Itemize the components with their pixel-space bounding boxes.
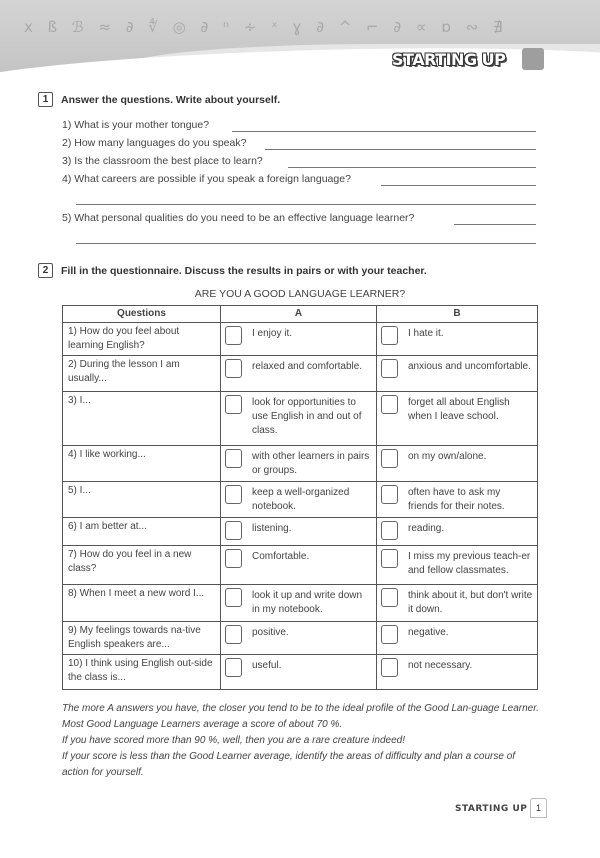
footer-section-label: STARTING UP <box>455 804 528 814</box>
answer-blank-5b[interactable] <box>76 243 536 244</box>
option-a-text: listening. <box>252 523 292 534</box>
checkbox-a-2[interactable] <box>225 359 242 378</box>
checkbox-b-2[interactable] <box>381 359 398 378</box>
decorative-symbols: x ß ℬ ≈ ∂ ∜ ◎ ∂ ⁿ ∻ ˣ ɣ ∂ ^ ⌐ ∂ ∝ ɒ ∾ ∄ <box>24 18 508 36</box>
scoring-note-line-3: If your score is less than the Good Learner average, identify the areas of difficulty and plan a course of action for yourself. <box>62 751 516 778</box>
checkbox-a-4[interactable] <box>225 449 242 468</box>
section-tab-marker <box>522 48 544 70</box>
checkbox-a-3[interactable] <box>225 395 242 414</box>
option-b-cell <box>377 518 538 546</box>
option-a-text: look it up and write down in my notebook. <box>252 590 363 615</box>
questionnaire-table <box>62 305 538 690</box>
question-cell: 6) I am better at... <box>63 518 221 546</box>
checkbox-b-10[interactable] <box>381 658 398 677</box>
option-a-cell <box>221 585 377 622</box>
checkbox-b-3[interactable] <box>381 395 398 414</box>
option-a-text: Comfortable. <box>252 551 310 562</box>
section-title: STARTING UP <box>392 50 506 69</box>
option-a-text: with other learners in pairs or groups. <box>252 451 370 476</box>
exercise-1-question-1: 1) What is your mother tongue? <box>62 119 210 131</box>
option-b-text: think about it, but don't write it down. <box>408 590 533 615</box>
column-header-b: B <box>377 306 538 323</box>
answer-blank-1[interactable] <box>232 131 536 132</box>
table-row <box>63 585 538 622</box>
question-cell: 10) I think using English out-side the class is... <box>63 655 221 690</box>
option-b-cell <box>377 622 538 655</box>
exercise-1-question-3: 3) Is the classroom the best place to learn? <box>62 155 263 167</box>
table-row <box>63 323 538 356</box>
option-a-cell <box>221 622 377 655</box>
option-b-text: not necessary. <box>408 660 473 671</box>
checkbox-a-10[interactable] <box>225 658 242 677</box>
option-b-text: negative. <box>408 627 449 638</box>
answer-blank-3[interactable] <box>288 167 536 168</box>
column-header-a: A <box>221 306 377 323</box>
option-a-text: look for opportunities to use English in and out of class. <box>252 397 362 436</box>
option-b-cell <box>377 356 538 392</box>
checkbox-b-1[interactable] <box>381 326 398 345</box>
option-b-text: I miss my previous teach-er and fellow classmates. <box>408 551 531 576</box>
option-a-text: relaxed and comfortable. <box>252 361 363 372</box>
table-row <box>63 392 538 446</box>
option-a-cell <box>221 323 377 356</box>
checkbox-a-1[interactable] <box>225 326 242 345</box>
option-b-cell <box>377 546 538 585</box>
scoring-note <box>62 701 542 781</box>
scoring-note-line-2: If you have scored more than 90 %, well, then you are a rare creature indeed! <box>62 735 405 746</box>
answer-blank-2[interactable] <box>265 149 536 150</box>
option-a-text: I enjoy it. <box>252 328 293 339</box>
option-b-cell <box>377 392 538 446</box>
table-row <box>63 622 538 655</box>
question-cell: 8) When I meet a new word I... <box>63 585 221 622</box>
exercise-1-question-5: 5) What personal qualities do you need to be an effective language learner? <box>62 212 415 224</box>
checkbox-b-6[interactable] <box>381 521 398 540</box>
option-b-cell <box>377 585 538 622</box>
checkbox-a-9[interactable] <box>225 625 242 644</box>
checkbox-b-9[interactable] <box>381 625 398 644</box>
question-cell: 9) My feelings towards na-tive English speakers are... <box>63 622 221 655</box>
page-header-banner <box>0 0 600 80</box>
option-b-text: I hate it. <box>408 328 444 339</box>
table-header-row <box>63 306 538 323</box>
table-row <box>63 655 538 690</box>
checkbox-a-5[interactable] <box>225 485 242 504</box>
option-a-cell <box>221 446 377 482</box>
option-a-text: useful. <box>252 660 282 671</box>
column-header-questions: Questions <box>63 306 221 323</box>
question-cell: 5) I... <box>63 482 221 518</box>
exercise-1-question-4: 4) What careers are possible if you speak a foreign language? <box>62 173 351 185</box>
checkbox-a-7[interactable] <box>225 549 242 568</box>
option-a-text: positive. <box>252 627 289 638</box>
table-row <box>63 482 538 518</box>
checkbox-b-5[interactable] <box>381 485 398 504</box>
answer-blank-4b[interactable] <box>76 204 536 205</box>
table-row <box>63 356 538 392</box>
question-cell: 2) During the lesson I am usually... <box>63 356 221 392</box>
option-b-text: forget all about English when I leave school. <box>408 397 510 422</box>
option-b-cell <box>377 482 538 518</box>
exercise-1-instruction: Answer the questions. Write about yourself. <box>61 94 281 106</box>
exercise-1-question-2: 2) How many languages do you speak? <box>62 137 247 149</box>
answer-blank-5a[interactable] <box>454 224 536 225</box>
option-b-text: reading. <box>408 523 445 534</box>
checkbox-b-8[interactable] <box>381 588 398 607</box>
scoring-note-line-1: The more A answers you have, the closer you tend to be to the ideal profile of the Good Lan-guage Learner. Most Good Language Learners average a score of about 70 %. <box>62 703 539 730</box>
exercise-2-number: 2 <box>38 263 53 278</box>
questionnaire-title: ARE YOU A GOOD LANGUAGE LEARNER? <box>194 288 406 300</box>
option-a-cell <box>221 482 377 518</box>
checkbox-b-7[interactable] <box>381 549 398 568</box>
option-b-text: on my own/alone. <box>408 451 487 462</box>
checkbox-a-8[interactable] <box>225 588 242 607</box>
question-cell: 7) How do you feel in a new class? <box>63 546 221 585</box>
exercise-2-instruction: Fill in the questionnaire. Discuss the results in pairs or with your teacher. <box>61 265 427 277</box>
option-a-cell <box>221 518 377 546</box>
option-a-cell <box>221 392 377 446</box>
table-row <box>63 518 538 546</box>
option-a-text: keep a well-organized notebook. <box>252 487 350 512</box>
option-a-cell <box>221 655 377 690</box>
checkbox-b-4[interactable] <box>381 449 398 468</box>
option-b-cell <box>377 323 538 356</box>
table-row <box>63 546 538 585</box>
question-cell: 1) How do you feel about learning English? <box>63 323 221 356</box>
page-number: 1 <box>530 798 547 818</box>
exercise-1-number: 1 <box>38 92 53 107</box>
question-cell: 3) I... <box>63 392 221 446</box>
option-a-cell <box>221 356 377 392</box>
option-a-cell <box>221 546 377 585</box>
question-cell: 4) I like working... <box>63 446 221 482</box>
option-b-cell <box>377 655 538 690</box>
option-b-text: anxious and uncomfortable. <box>408 361 531 372</box>
table-row <box>63 446 538 482</box>
option-b-text: often have to ask my friends for their notes. <box>408 487 505 512</box>
checkbox-a-6[interactable] <box>225 521 242 540</box>
option-b-cell <box>377 446 538 482</box>
answer-blank-4a[interactable] <box>381 185 536 186</box>
